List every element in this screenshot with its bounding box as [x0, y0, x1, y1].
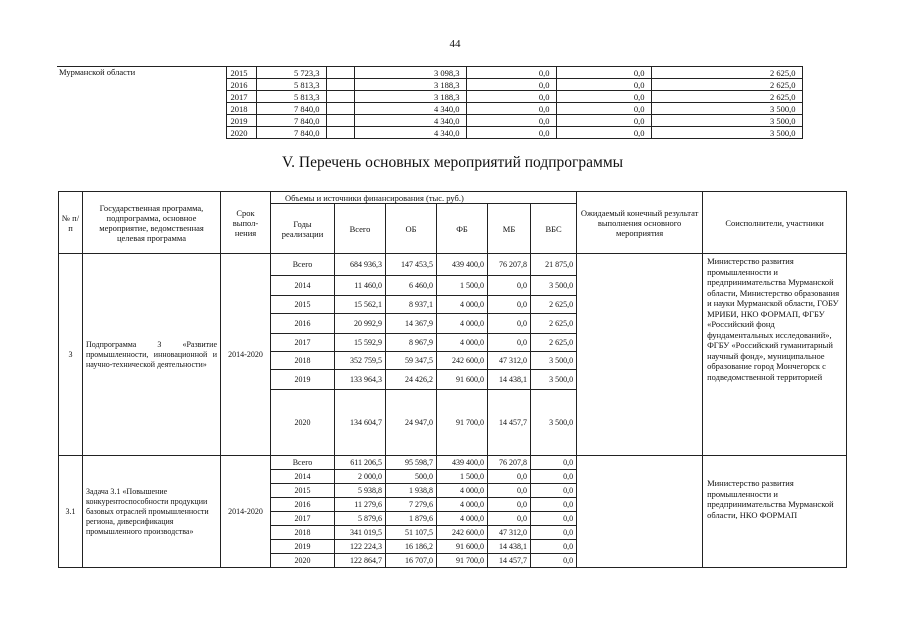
empty-cell: [326, 67, 354, 79]
cell-year: 2019: [271, 540, 335, 554]
header-finance: Объемы и источники финансирования (тыс. руб.): [271, 192, 577, 204]
cell-fb: 0,0: [466, 79, 556, 91]
cell-year: 2019: [271, 370, 335, 390]
cell-total: 15 562,1: [335, 296, 386, 314]
finance-row: [59, 456, 847, 470]
cell-fb: 242 600,0: [437, 526, 488, 540]
cell-fb: 91 700,0: [437, 390, 488, 456]
cell-fb: 242 600,0: [437, 352, 488, 370]
cell-year: 2020: [226, 127, 256, 139]
cell-mb: 0,0: [488, 296, 531, 314]
cell-total: 122 224,3: [335, 540, 386, 554]
cell-fb: 0,0: [466, 103, 556, 115]
cell-total: 341 019,5: [335, 526, 386, 540]
cell-fb: 0,0: [466, 67, 556, 79]
cell-year: 2018: [271, 526, 335, 540]
cell-vbs: 3 500,0: [531, 370, 577, 390]
cell-year: 2014: [271, 276, 335, 296]
page-number: 44: [449, 38, 461, 50]
cell-fb: 439 400,0: [437, 254, 488, 276]
cell-fb: 0,0: [466, 127, 556, 139]
continuation-row: [57, 67, 802, 79]
header-result: Ожидаемый конечный результат выполнения основного мероприятия: [577, 192, 703, 254]
row-number: 3.1: [59, 456, 83, 568]
header-num: № п/п: [59, 192, 83, 254]
cell-mb: 0,0: [488, 512, 531, 526]
cell-mb: 14 457,7: [488, 390, 531, 456]
program-name: Подпрограмма 3 «Развитие промышленности, инновационной и научно-технической деятельности»: [83, 254, 221, 456]
cell-mb: 76 207,8: [488, 254, 531, 276]
cell-year: 2014: [271, 470, 335, 484]
cell-year: 2018: [226, 103, 256, 115]
cell-fb: 4 000,0: [437, 512, 488, 526]
cell-total: 7 840,0: [256, 115, 326, 127]
cell-year: Всего: [271, 456, 335, 470]
cell-fb: 439 400,0: [437, 456, 488, 470]
expected-result: [577, 254, 703, 456]
cell-mb: 0,0: [556, 67, 651, 79]
row-number: 3: [59, 254, 83, 456]
cell-year: 2015: [271, 296, 335, 314]
cell-vbs: 3 500,0: [651, 127, 802, 139]
cell-mb: 14 438,1: [488, 370, 531, 390]
cell-vbs: 21 875,0: [531, 254, 577, 276]
cell-year: 2018: [271, 352, 335, 370]
cell-total: 7 840,0: [256, 103, 326, 115]
cell-mb: 47 312,0: [488, 526, 531, 540]
header-coexec: Соисполнители, участники: [703, 192, 847, 254]
cell-fb: 4 000,0: [437, 314, 488, 334]
cell-vbs: 3 500,0: [651, 115, 802, 127]
cell-vbs: 0,0: [531, 470, 577, 484]
empty-cell: [326, 103, 354, 115]
cell-year: 2016: [226, 79, 256, 91]
finance-row: [59, 254, 847, 276]
cell-year: 2015: [226, 67, 256, 79]
cell-fb: 4 000,0: [437, 296, 488, 314]
cell-ob: 16 186,2: [386, 540, 437, 554]
empty-cell: [326, 79, 354, 91]
cell-vbs: 0,0: [531, 554, 577, 568]
cell-ob: 24 947,0: [386, 390, 437, 456]
cell-ob: 24 426,2: [386, 370, 437, 390]
cell-mb: 0,0: [488, 314, 531, 334]
cell-total: 11 460,0: [335, 276, 386, 296]
header-mb: МБ: [488, 204, 531, 254]
cell-ob: 16 707,0: [386, 554, 437, 568]
header-years: Годы реализации: [271, 204, 335, 254]
cell-ob: 4 340,0: [354, 127, 466, 139]
cell-mb: 14 457,7: [488, 554, 531, 568]
cell-fb: 91 600,0: [437, 370, 488, 390]
cell-mb: 0,0: [488, 334, 531, 352]
expected-result: [577, 456, 703, 568]
cell-ob: 14 367,9: [386, 314, 437, 334]
cell-year: 2015: [271, 484, 335, 498]
cell-ob: 7 279,6: [386, 498, 437, 512]
cell-vbs: 3 500,0: [531, 390, 577, 456]
cell-ob: 3 188,3: [354, 91, 466, 103]
cell-mb: 0,0: [556, 91, 651, 103]
term: 2014-2020: [221, 456, 271, 568]
cell-mb: 0,0: [556, 115, 651, 127]
cell-total: 20 992,9: [335, 314, 386, 334]
cell-year: 2017: [226, 91, 256, 103]
cell-fb: 91 700,0: [437, 554, 488, 568]
cell-vbs: 2 625,0: [531, 296, 577, 314]
cell-year: Всего: [271, 254, 335, 276]
cell-vbs: 2 625,0: [651, 79, 802, 91]
cell-vbs: 0,0: [531, 526, 577, 540]
cell-total: 684 936,3: [335, 254, 386, 276]
cell-vbs: 0,0: [531, 484, 577, 498]
co-executors: Министерство развития промышленности и предпринимательства Мурманской области, НКО ФОРМАП: [703, 456, 847, 568]
cell-fb: 4 000,0: [437, 498, 488, 512]
cell-mb: 0,0: [488, 484, 531, 498]
cell-total: 122 864,7: [335, 554, 386, 568]
cell-ob: 147 453,5: [386, 254, 437, 276]
cell-mb: 76 207,8: [488, 456, 531, 470]
cell-year: 2016: [271, 498, 335, 512]
cell-vbs: 3 500,0: [531, 276, 577, 296]
cell-ob: 59 347,5: [386, 352, 437, 370]
cell-ob: 51 107,5: [386, 526, 437, 540]
cell-ob: 95 598,7: [386, 456, 437, 470]
cell-year: 2020: [271, 554, 335, 568]
cell-vbs: 3 500,0: [651, 103, 802, 115]
program-name: Задача 3.1 «Повышение конкурентоспособности продукции базовых отраслей промышленности региона, диверсификация промышленного производства»: [83, 456, 221, 568]
header-total: Всего: [335, 204, 386, 254]
cell-year: 2016: [271, 314, 335, 334]
cell-total: 352 759,5: [335, 352, 386, 370]
cell-mb: 47 312,0: [488, 352, 531, 370]
cell-fb: 1 500,0: [437, 276, 488, 296]
cell-mb: 0,0: [556, 79, 651, 91]
cell-total: 611 206,5: [335, 456, 386, 470]
cell-total: 5 813,3: [256, 91, 326, 103]
cell-ob: 3 098,3: [354, 67, 466, 79]
cell-vbs: 2 625,0: [651, 67, 802, 79]
empty-cell: [326, 91, 354, 103]
region-label: Мурманской области: [57, 67, 226, 139]
cell-ob: 4 340,0: [354, 103, 466, 115]
cell-fb: 91 600,0: [437, 540, 488, 554]
cell-ob: 8 937,1: [386, 296, 437, 314]
cell-fb: 1 500,0: [437, 470, 488, 484]
cell-year: 2017: [271, 334, 335, 352]
cell-ob: 500,0: [386, 470, 437, 484]
cell-total: 134 604,7: [335, 390, 386, 456]
cell-fb: 4 000,0: [437, 334, 488, 352]
cell-ob: 3 188,3: [354, 79, 466, 91]
empty-cell: [326, 115, 354, 127]
cell-ob: 1 938,8: [386, 484, 437, 498]
continuation-table: [57, 66, 803, 139]
co-executors: Министерство развития промышленности и предпринимательства Мурманской области, Министерство образования и науки Мурманской области, ГОБУ МРИБИ, НКО ФОРМАП, ФГБУ «Российский фонд фундаментальных исследований», ФГБУ «Российский гуманитарный научный фонд», муниципальное образование город Мончегорск с подведомственной территорией: [703, 254, 847, 456]
cell-fb: 0,0: [466, 91, 556, 103]
cell-total: 5 879,6: [335, 512, 386, 526]
section-title: V. Перечень основных мероприятий подпрограммы: [281, 154, 624, 171]
cell-vbs: 0,0: [531, 456, 577, 470]
header-term: Срок выпол-нения: [221, 192, 271, 254]
empty-cell: [326, 127, 354, 139]
cell-ob: 8 967,9: [386, 334, 437, 352]
cell-vbs: 0,0: [531, 512, 577, 526]
cell-year: 2019: [226, 115, 256, 127]
cell-total: 2 000,0: [335, 470, 386, 484]
cell-total: 5 938,8: [335, 484, 386, 498]
header-program: Государственная программа, подпрограмма, основное мероприятие, ведомственная целевая программа: [83, 192, 221, 254]
cell-ob: 4 340,0: [354, 115, 466, 127]
header-fb: ФБ: [437, 204, 488, 254]
cell-mb: 0,0: [556, 127, 651, 139]
cell-ob: 1 879,6: [386, 512, 437, 526]
cell-vbs: 2 625,0: [531, 314, 577, 334]
cell-mb: 0,0: [556, 103, 651, 115]
cell-total: 5 813,3: [256, 79, 326, 91]
activities-table: [58, 191, 847, 568]
cell-fb: 0,0: [466, 115, 556, 127]
cell-total: 5 723,3: [256, 67, 326, 79]
cell-mb: 0,0: [488, 276, 531, 296]
cell-vbs: 2 625,0: [651, 91, 802, 103]
cell-vbs: 3 500,0: [531, 352, 577, 370]
cell-mb: 0,0: [488, 470, 531, 484]
term: 2014-2020: [221, 254, 271, 456]
header-vbs: ВБС: [531, 204, 577, 254]
cell-total: 7 840,0: [256, 127, 326, 139]
cell-total: 11 279,6: [335, 498, 386, 512]
cell-year: 2017: [271, 512, 335, 526]
cell-vbs: 2 625,0: [531, 334, 577, 352]
header-ob: ОБ: [386, 204, 437, 254]
cell-vbs: 0,0: [531, 498, 577, 512]
cell-fb: 4 000,0: [437, 484, 488, 498]
cell-total: 15 592,9: [335, 334, 386, 352]
cell-year: 2020: [271, 390, 335, 456]
cell-mb: 0,0: [488, 498, 531, 512]
cell-ob: 6 460,0: [386, 276, 437, 296]
cell-vbs: 0,0: [531, 540, 577, 554]
cell-mb: 14 438,1: [488, 540, 531, 554]
cell-total: 133 964,3: [335, 370, 386, 390]
